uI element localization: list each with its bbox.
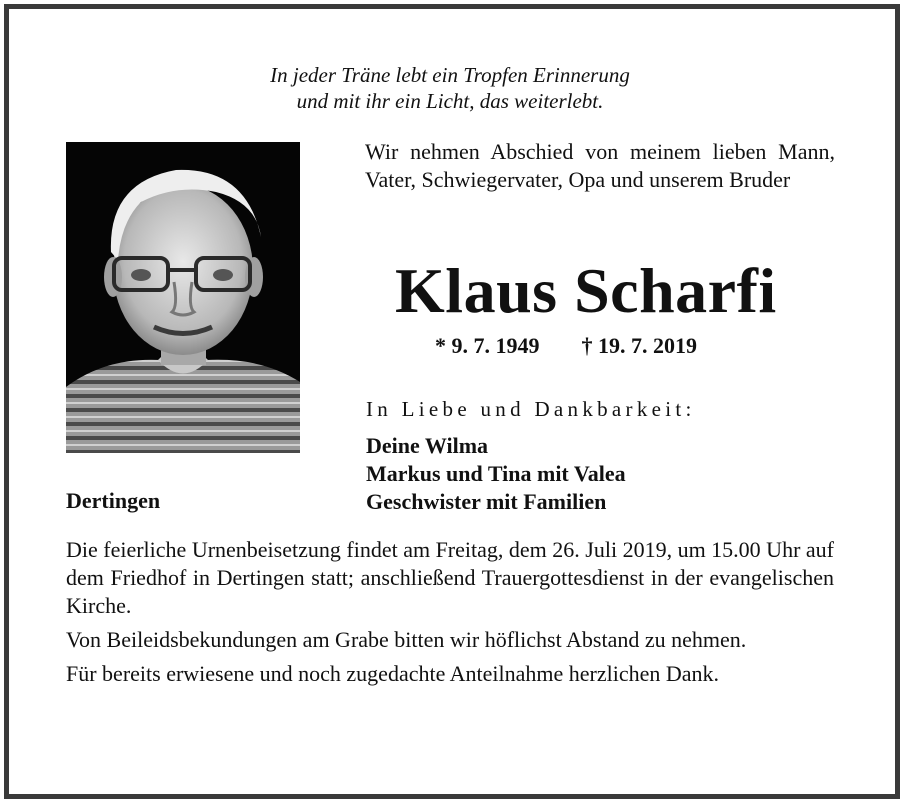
notices — [66, 536, 834, 694]
death-date: † 19. 7. 2019 — [581, 333, 697, 358]
place-name: Dertingen — [66, 488, 161, 513]
mourners-list — [366, 432, 626, 516]
life-dates — [435, 333, 697, 359]
gratitude-line: In Liebe und Dankbarkeit: — [366, 397, 696, 421]
mourner-entry: Markus und Tina mit Valea — [366, 461, 626, 486]
motto-line-2: und mit ihr ein Licht, das weiterlebt. — [296, 89, 604, 113]
condolence-notice: Von Beileidsbekundungen am Grabe bitten wir höflichst Abstand zu nehmen. — [66, 627, 747, 652]
mourner-entry: Geschwister mit Familien — [366, 489, 607, 514]
portrait-illustration — [66, 142, 300, 453]
portrait-photo — [66, 142, 300, 453]
funeral-notice: Die feierliche Urnenbeisetzung findet am Freitag, dem 26. Juli 2019, um 15.00 Uhr auf dem Friedhof in Dertingen statt; anschließend Trauergottesdienst in der evangelischen Kirche. — [66, 537, 834, 618]
intro-text: Wir nehmen Abschied von meinem lieben Mann, Vater, Schwiegervater, Opa und unserem Bruder — [365, 139, 835, 192]
thanks-notice: Für bereits erwiesene und noch zugedachte Anteilnahme herzlichen Dank. — [66, 661, 720, 686]
mourner-entry: Deine Wilma — [366, 433, 489, 458]
motto — [0, 62, 900, 114]
motto-line-1: In jeder Träne lebt ein Tropfen Erinnerung — [270, 63, 630, 87]
birth-date: * 9. 7. 1949 — [435, 333, 540, 358]
deceased-name: Klaus Scharfi — [395, 255, 777, 326]
